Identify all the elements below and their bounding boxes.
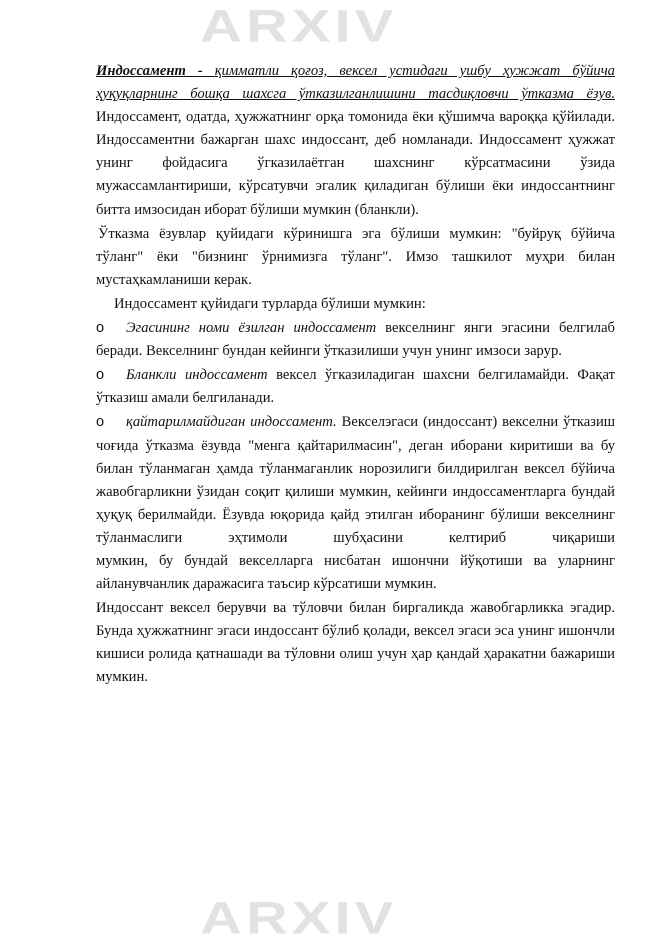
definition-text: қимматли қоғоз, вексел устидаги ушбу ҳужжат бўйича ҳуқуқларнинг бошқа шахсга ўтказилганлишини тасдиқловчи ўтказма ёзув. [96, 63, 615, 103]
bullet-icon: o [96, 320, 105, 337]
definition-paragraph [96, 60, 615, 222]
definition-term: Индоссамент - [96, 63, 203, 79]
bullet-icon: o [96, 414, 105, 431]
item-text: Векселэгаси (индоссант) векселни ўтказиш чоғида ўтказма ёзувда "менга қайтарилмасин", деган иборани киритиши ва бу билан тўланмаган ҳамда тўланмаганлик норозилиги билдирилган вексел бўйича жавобгарликни ўзидан соқит қилиши мумкин, кейинги индоссаментларга бундай ҳуқуқ берилмайди. Ёзувда юқорида қайд этилган иборанинг бўлиши векселнинг тўланмаслиги эҳтимоли шубҳасини келтириб чиқариши [96, 414, 615, 546]
paragraph-closing: Индоссант вексел берувчи ва тўловчи билан биргаликда жавобгарликка эгадир. Бунда ҳужжатнинг эгаси индоссант бўлиб қолади, вексел эгаси эса унинг ишончли кишиси ролида қатнашади ва тўловни олиш учун ҳар қандай ҳаракатни бажариши мумкин. [96, 600, 615, 686]
paragraph-forms: Ўтказма ёзувлар қуйидаги кўринишга эга бўлиши мумкин: "буйруқ бўйича тўланг" ёки "бизнинг ўрнимизга тўланг". Имзо ташкилот муҳри билан мустаҳкамланиши керак. [96, 225, 615, 288]
watermark-top: ARXIV [200, 0, 398, 52]
watermark-bottom: ARXIV [200, 892, 398, 944]
list-item-nonrecourse-continued: мумкин, бу бундай векселларга нисбатан ишончни йўқотиши ва уларнинг айланувчанлик даражасига таъсир кўрсатиши мумкин. [96, 552, 615, 593]
item-text: вексел ўгказиладиган шахсни белгиламайди. Фақат ўтказиш амали белгиланади. [96, 367, 615, 407]
paragraph-usage: Индоссамент, одатда, ҳужжатнинг орқа томонида ёки қўшимча вароққа қўйилади. Индоссаментни бажарган шахс индоссант, деб номланади. Индоссамент ҳужжат унинг фойдасига ўгказилаётган шахснинг кўрсатмасини ўзида мужассамлантириши, кўрсатувчи эгалик қиладиган бўлиши ёки индоссантнинг битта имзосидан иборат бўлиши мумкин (бланкли). [96, 109, 615, 218]
bullet-icon: o [96, 367, 105, 384]
item-term: Бланкли индоссамент [126, 367, 268, 384]
list-item-blank [96, 364, 615, 410]
paragraph-types-intro: Индоссамент қуйидаги турларда бўлиши мумкин: [114, 295, 426, 312]
definition-line [96, 63, 615, 102]
item-term: қайтарилмайдиган индоссамент. [126, 414, 337, 431]
item-text: векселнинг янги эгасини белгилаб беради. Векселнинг бундан кейинги ўтказилиши учун унинг имзоси зарур. [96, 320, 615, 360]
list-item-nonrecourse [96, 411, 615, 550]
list-item-named [96, 317, 615, 363]
item-term: Эгасининг номи ёзилган индоссамент [126, 320, 377, 337]
document-body [96, 60, 615, 690]
